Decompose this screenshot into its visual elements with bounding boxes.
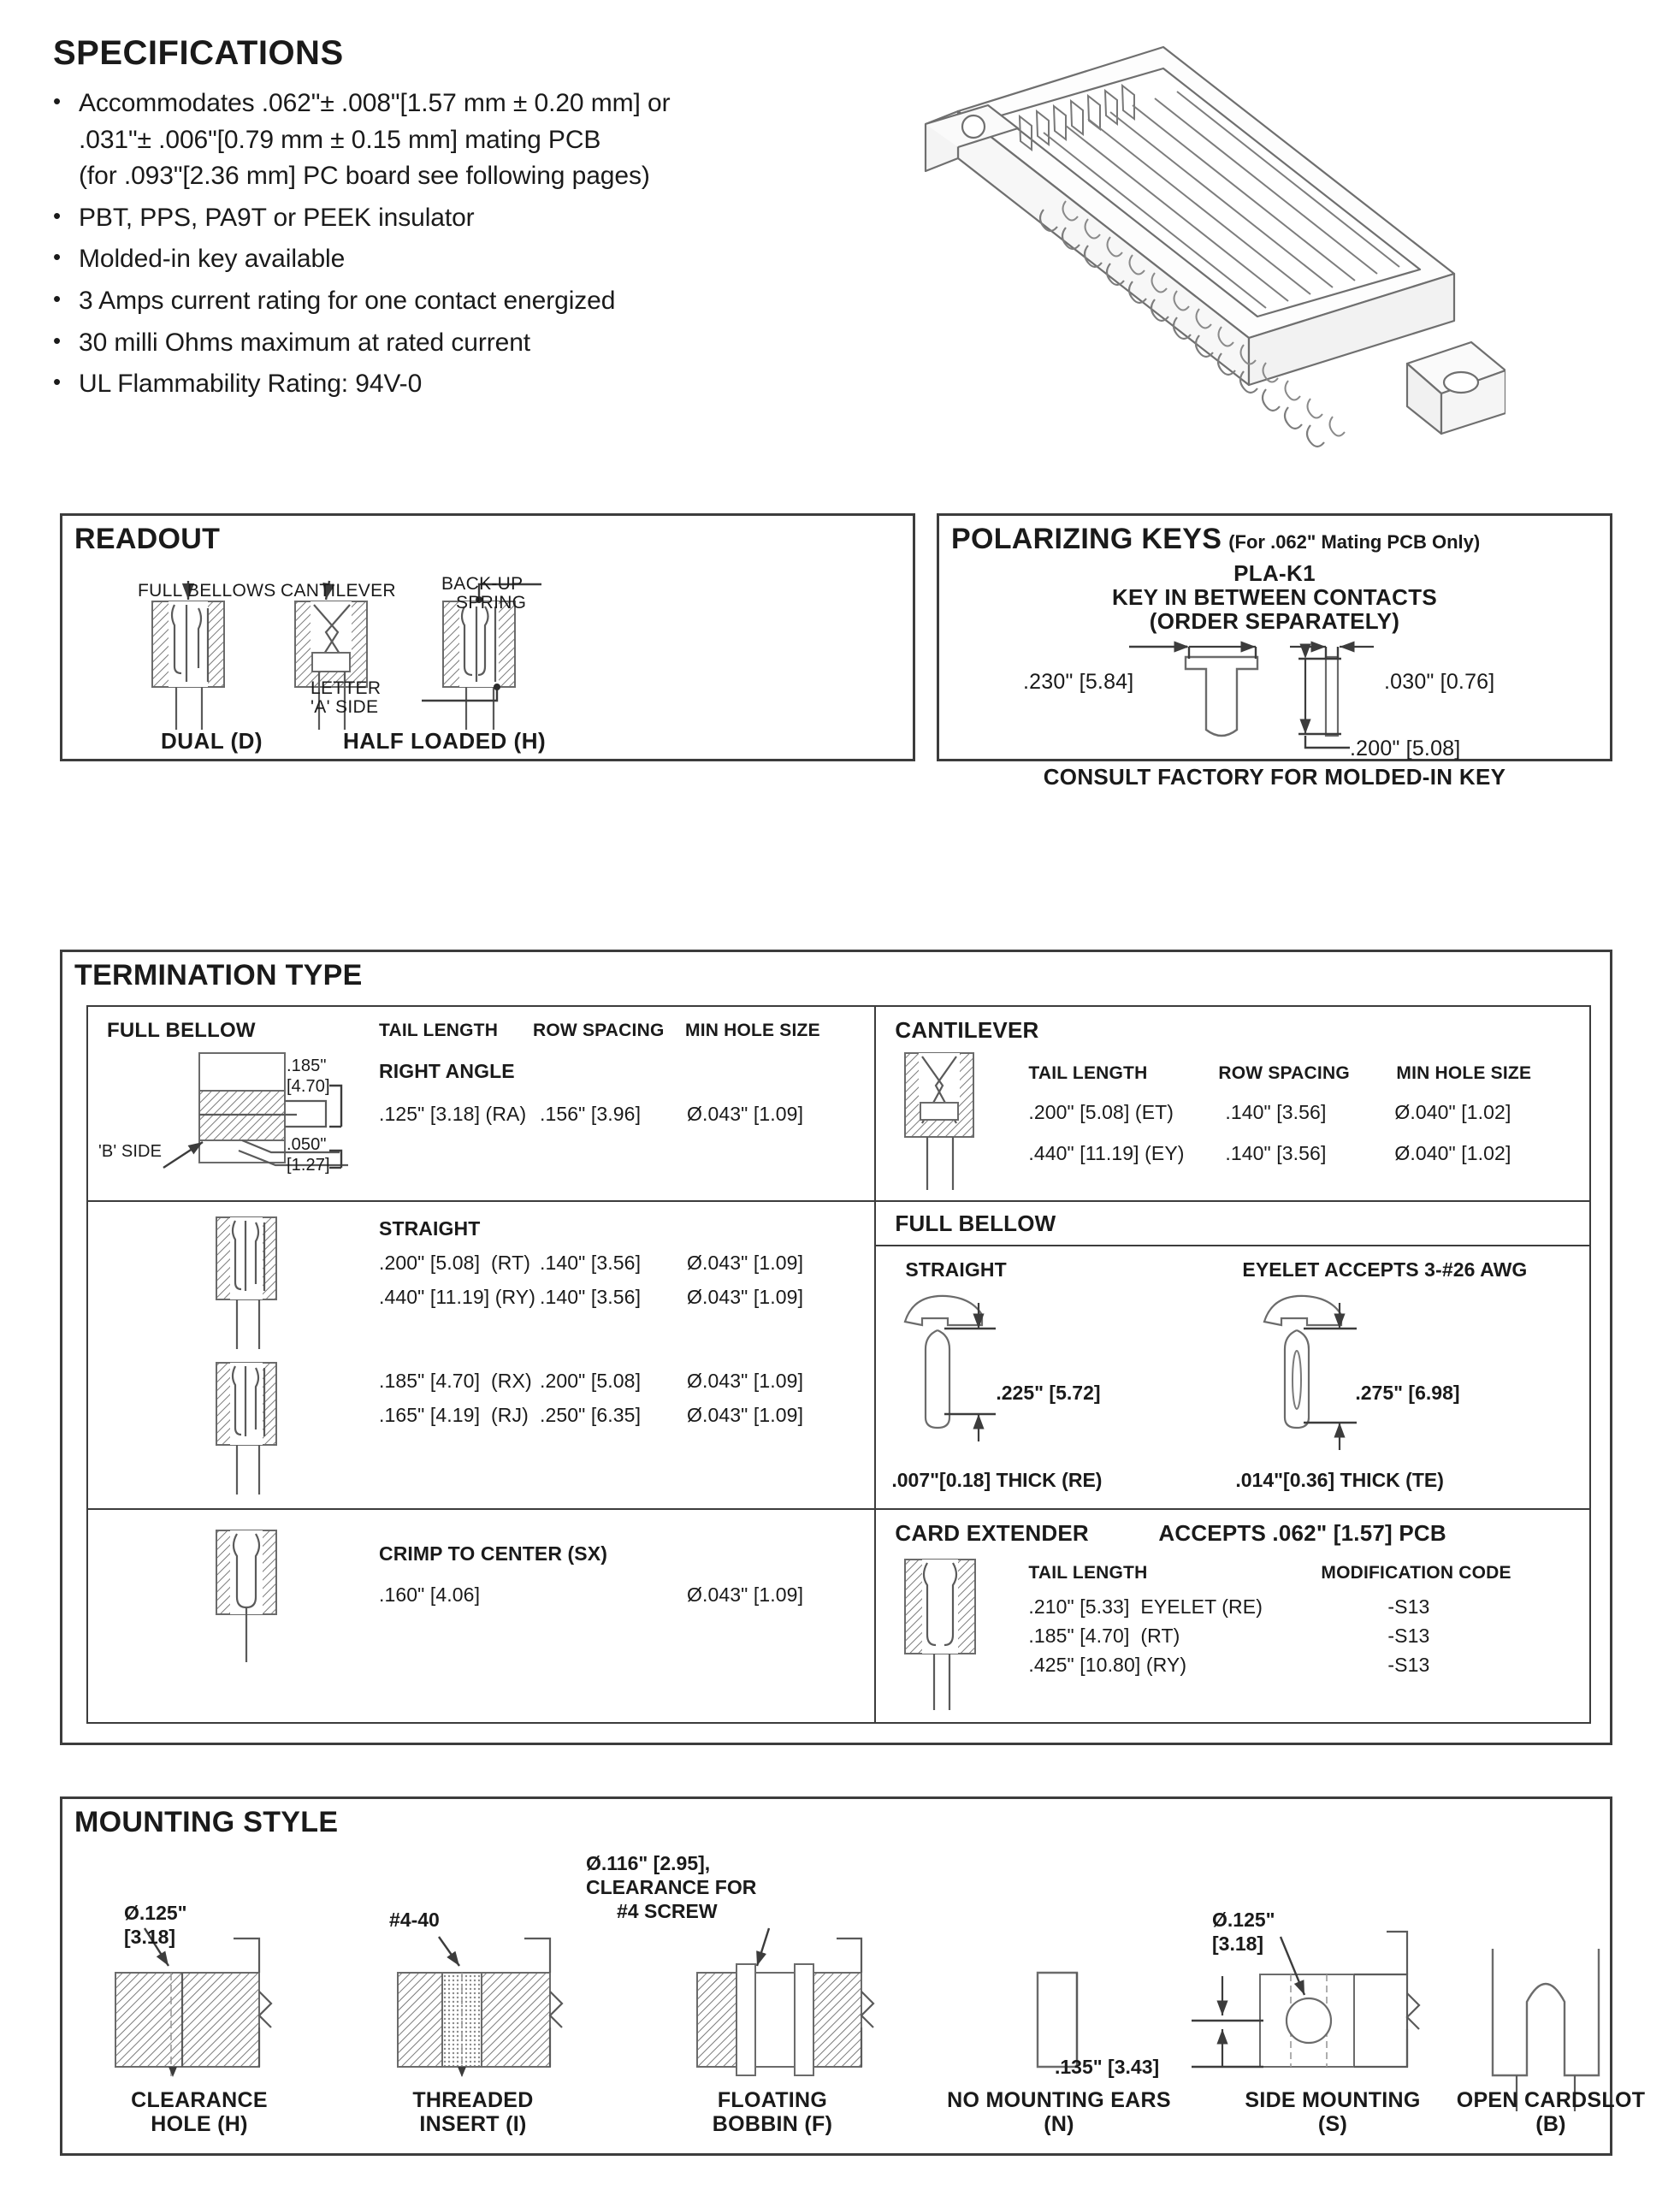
specifications-list <box>53 86 866 408</box>
readout-footer-half-loaded: HALF LOADED (H) <box>343 728 547 754</box>
mounting-style-label-2: (B) <box>1535 2112 1566 2136</box>
full-bellow-right-heading: FULL BELLOW <box>895 1210 1056 1236</box>
readout-label-letter-a: LETTER <box>311 678 382 698</box>
cell-tail-length: .440" [11.19] (EY) <box>1028 1142 1185 1164</box>
cell-tail-length: .160" [4.06] <box>379 1583 481 1606</box>
cell-modification-code: -S13 <box>1387 1625 1430 1647</box>
mounting-dia-116-line3: #4 SCREW <box>617 1900 718 1922</box>
dim-050-inch: .050" <box>287 1135 327 1154</box>
cell-min-hole-size: Ø.043" [1.09] <box>687 1370 804 1392</box>
cell-min-hole-size: Ø.043" [1.09] <box>687 1103 804 1125</box>
column-header-tail-length: TAIL LENGTH <box>1028 1063 1148 1083</box>
spec-line: 3 Amps current rating for one contact energized <box>79 286 616 315</box>
mounting-style-drawings <box>62 1846 1610 2120</box>
readout-label-letter-a-2: 'A' SIDE <box>311 697 379 717</box>
polarizing-keys-title-main: POLARIZING KEYS <box>951 523 1222 555</box>
polarizing-dim-width: .230" [5.84] <box>1023 670 1134 694</box>
full-bellow-eyelet-dim: .275" [6.98] <box>1355 1382 1460 1404</box>
polarizing-keys-description-1: KEY IN BETWEEN CONTACTS <box>1111 584 1438 610</box>
polarizing-keys-footer: CONSULT FACTORY FOR MOLDED-IN KEY <box>1043 764 1506 790</box>
cell-tail-length: .200" [5.08] (RT) <box>379 1252 531 1274</box>
cell-row-spacing: .200" [5.08] <box>540 1370 642 1392</box>
polarizing-keys-description-2: (ORDER SEPARATELY) <box>1149 608 1400 634</box>
cell-tail-length: .440" [11.19] (RY) <box>379 1286 535 1308</box>
bullet-icon: • <box>53 88 62 114</box>
cantilever-contact-drawing <box>890 1048 1018 1198</box>
cell-min-hole-size: Ø.043" [1.09] <box>687 1252 804 1274</box>
crimp-contact-drawing <box>100 1522 382 1719</box>
cantilever-heading: CANTILEVER <box>895 1017 1039 1043</box>
mounting-dia-116-line2: CLEARANCE FOR <box>586 1876 757 1898</box>
polarizing-dim-thickness: .030" [0.76] <box>1384 670 1495 694</box>
mounting-dia-125-line2: [3.18] <box>124 1926 176 1948</box>
mounting-dia-116-line1: Ø.116" [2.95], <box>586 1852 711 1874</box>
full-bellow-straight-dim: .225" [5.72] <box>996 1382 1101 1404</box>
full-bellow-straight-label: STRAIGHT <box>905 1258 1007 1281</box>
polarizing-key-drawing <box>939 640 1610 760</box>
spec-line: (for .093"[2.36 mm] PC board see following pages) <box>79 162 650 191</box>
cell-tail-length: .200" [5.08] (ET) <box>1028 1101 1174 1123</box>
termination-row-right-angle <box>88 1007 874 1202</box>
straight-label: STRAIGHT <box>379 1217 481 1240</box>
readout-title: READOUT <box>74 523 221 555</box>
divider <box>876 1245 1589 1246</box>
polarizing-keys-part-number: PLA-K1 <box>1233 560 1316 586</box>
mounting-style-label: FLOATING <box>717 2088 828 2112</box>
termination-row-straight <box>88 1202 874 1510</box>
spec-item <box>53 283 866 320</box>
cell-tail-length: .165" [4.19] (RJ) <box>379 1404 529 1426</box>
column-header-min-hole-size: MIN HOLE SIZE <box>685 1021 820 1040</box>
column-header-tail-length: TAIL LENGTH <box>1028 1563 1148 1583</box>
termination-type-panel <box>60 950 1612 1745</box>
cell-modification-code: -S13 <box>1387 1654 1430 1676</box>
cell-row-spacing: .156" [3.96] <box>540 1103 642 1125</box>
mounting-thread-4-40: #4-40 <box>389 1909 440 1931</box>
polarizing-dim-height: .200" [5.08] <box>1350 737 1461 761</box>
mounting-style-label-2: (N) <box>1044 2112 1074 2136</box>
mounting-style-label-2: HOLE (H) <box>151 2112 248 2136</box>
card-extender-contact-drawing <box>890 1554 1018 1717</box>
cell-tail-length: .425" [10.80] (RY) <box>1028 1654 1187 1676</box>
cell-row-spacing: .140" [3.56] <box>540 1286 642 1308</box>
termination-row-card-extender <box>876 1510 1589 1724</box>
column-header-row-spacing: ROW SPACING <box>1218 1063 1350 1083</box>
dim-185-inch: .185" <box>287 1057 327 1075</box>
column-header-modification-code: MODIFICATION CODE <box>1321 1563 1511 1583</box>
polarizing-keys-title-sub: (For .062" Mating PCB Only) <box>1228 531 1481 553</box>
bullet-icon: • <box>53 244 62 270</box>
cell-min-hole-size: Ø.043" [1.09] <box>687 1404 804 1426</box>
mounting-style-panel <box>60 1796 1646 2156</box>
termination-table <box>86 1005 1591 1724</box>
column-header-row-spacing: ROW SPACING <box>533 1021 665 1040</box>
card-extender-heading: CARD EXTENDER <box>895 1520 1089 1546</box>
cell-tail-length: .210" [5.33] EYELET (RE) <box>1028 1595 1263 1618</box>
cell-min-hole-size: Ø.043" [1.09] <box>687 1583 804 1606</box>
right-angle-contact-drawing <box>100 1041 382 1199</box>
straight-contact-drawings <box>100 1210 382 1501</box>
page-title: SPECIFICATIONS <box>53 34 344 72</box>
card-extender-accepts: ACCEPTS .062" [1.57] PCB <box>1158 1520 1446 1546</box>
bullet-icon: • <box>53 327 62 353</box>
mounting-style-label: SIDE MOUNTING <box>1245 2088 1421 2112</box>
termination-row-cantilever <box>876 1007 1589 1202</box>
mounting-style-label: NO MOUNTING EARS <box>947 2088 1171 2112</box>
termination-type-title: TERMINATION TYPE <box>74 959 363 991</box>
mounting-style-title: MOUNTING STYLE <box>74 1806 339 1838</box>
spec-item <box>53 366 866 403</box>
spec-line: Molded-in key available <box>79 245 346 274</box>
mounting-style-label-2: INSERT (I) <box>419 2112 527 2136</box>
dim-185-mm: [4.70] <box>287 1077 330 1096</box>
readout-label-backup-spring: BACK-UP <box>441 574 524 594</box>
spec-item <box>53 200 866 237</box>
column-header-min-hole-size: MIN HOLE SIZE <box>1396 1063 1532 1083</box>
right-angle-label: RIGHT ANGLE <box>379 1060 515 1082</box>
cell-tail-length: .125" [3.18] (RA) <box>379 1103 527 1125</box>
cell-tail-length: .185" [4.70] (RT) <box>1028 1625 1180 1647</box>
bullet-icon: • <box>53 285 62 311</box>
mounting-side-dia-line2: [3.18] <box>1212 1933 1264 1955</box>
readout-footer-dual: DUAL (D) <box>161 728 263 754</box>
termination-right-column <box>876 1007 1589 1722</box>
termination-row-full-bellow <box>876 1202 1589 1510</box>
termination-row-crimp <box>88 1510 874 1724</box>
spec-item <box>53 86 866 195</box>
cell-row-spacing: .140" [3.56] <box>1225 1142 1327 1164</box>
termination-left-column <box>88 1007 876 1722</box>
cell-min-hole-size: Ø.040" [1.02] <box>1394 1101 1511 1123</box>
mounting-dia-125-line1: Ø.125" <box>124 1902 187 1924</box>
mounting-style-label: CLEARANCE <box>131 2088 268 2112</box>
cell-min-hole-size: Ø.040" [1.02] <box>1394 1142 1511 1164</box>
full-bellow-eyelet-thickness: .014"[0.36] THICK (TE) <box>1235 1469 1444 1491</box>
mounting-style-label: THREADED <box>412 2088 534 2112</box>
polarizing-keys-panel <box>937 513 1612 790</box>
cell-row-spacing: .140" [3.56] <box>540 1252 642 1274</box>
spec-line: UL Flammability Rating: 94V-0 <box>79 370 423 399</box>
polarizing-keys-title <box>939 516 1610 556</box>
readout-label-cantilever: CANTILEVER <box>281 581 396 601</box>
dim-050-mm: [1.27] <box>287 1156 330 1175</box>
full-bellow-straight-thickness: .007"[0.18] THICK (RE) <box>891 1469 1103 1491</box>
bullet-icon: • <box>53 369 62 395</box>
mounting-dim-135: .135" [3.43] <box>1055 2056 1160 2078</box>
mounting-style-label-2: (S) <box>1317 2112 1348 2136</box>
cell-tail-length: .185" [4.70] (RX) <box>379 1370 532 1392</box>
b-side-label: 'B' SIDE <box>98 1142 163 1161</box>
spec-line: .031"± .006"[0.79 mm ± 0.15 mm] mating PCB <box>79 125 601 154</box>
cell-modification-code: -S13 <box>1387 1595 1430 1618</box>
cell-min-hole-size: Ø.043" [1.09] <box>687 1286 804 1308</box>
mounting-style-label-2: BOBBIN (F) <box>712 2112 833 2136</box>
readout-label-backup-spring-2: SPRING <box>456 593 527 613</box>
spec-line: 30 milli Ohms maximum at rated current <box>79 328 531 357</box>
spec-item <box>53 325 866 362</box>
readout-label-full-bellows: FULL BELLOWS <box>138 581 276 601</box>
cell-row-spacing: .250" [6.35] <box>540 1404 642 1426</box>
spec-line: Accommodates .062"± .008"[1.57 mm ± 0.20 mm] or <box>79 89 671 117</box>
cell-row-spacing: .140" [3.56] <box>1225 1101 1327 1123</box>
full-bellow-heading: FULL BELLOW <box>107 1019 256 1042</box>
spec-item <box>53 241 866 278</box>
spec-item-body <box>79 86 670 195</box>
readout-panel <box>60 513 915 761</box>
full-bellow-eyelet-label: EYELET ACCEPTS 3-#26 AWG <box>1242 1258 1528 1281</box>
connector-isometric-image <box>907 30 1505 466</box>
mounting-side-dia-line1: Ø.125" <box>1212 1909 1275 1931</box>
mounting-style-label: OPEN CARDSLOT <box>1456 2088 1646 2112</box>
column-header-tail-length: TAIL LENGTH <box>379 1021 499 1040</box>
bullet-icon: • <box>53 202 62 228</box>
spec-line: PBT, PPS, PA9T or PEEK insulator <box>79 203 475 232</box>
crimp-label: CRIMP TO CENTER (SX) <box>379 1542 607 1565</box>
